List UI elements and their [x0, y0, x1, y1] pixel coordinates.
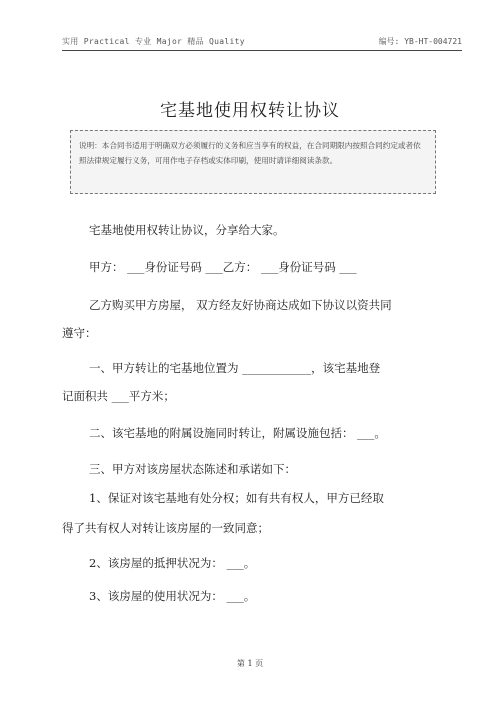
paragraph: 一、甲方转让的宅基地位置为 ____________，该宅基地登: [89, 361, 381, 375]
paragraph: 二、该宅基地的附属设施同时转让，附属设施包括： ___。: [89, 426, 386, 440]
header-tagline: 实用 Practical 专业 Major 精品 Quality: [62, 37, 245, 46]
paragraph: 宅基地使用权转让协议，分享给大家。: [89, 223, 285, 237]
usage-note-box: 说明：本合同书适用于明确双方必须履行的义务和应当享有的权益，在合同期限内按照合同约定或者依照法律规定履行义务，可用作电子存档或实体印刷，使用时请详细阅读条款。: [70, 130, 436, 194]
page-number: 第 1 页: [236, 659, 264, 668]
document-title: 宅基地使用权转让协议: [160, 101, 340, 121]
header-divider: [62, 50, 462, 51]
page-header: [62, 36, 462, 50]
paragraph: 甲方： ___身份证号码 ___乙方： ___身份证号码 ___: [89, 260, 357, 274]
paragraph: 乙方购买甲方房屋， 双方经友好协商达成如下协议以资共同: [89, 298, 392, 312]
paragraph: 得了共有权人对转让该房屋的一致同意；: [62, 521, 269, 535]
paragraph: 2、该房屋的抵押状况为： ___。: [89, 556, 256, 570]
paragraph: 遵守：: [62, 326, 97, 340]
paragraph: 3、该房屋的使用状况为： ___。: [89, 589, 256, 603]
paragraph: 1、保证对该宅基地有处分权；如有共有权人，甲方已经取: [89, 491, 384, 505]
paragraph: 三、甲方对该房屋状态陈述和承诺如下：: [89, 462, 296, 476]
paragraph: 记面积共 ___平方米；: [62, 389, 175, 403]
document-number: 编号: YB-HT-004721: [378, 37, 462, 46]
